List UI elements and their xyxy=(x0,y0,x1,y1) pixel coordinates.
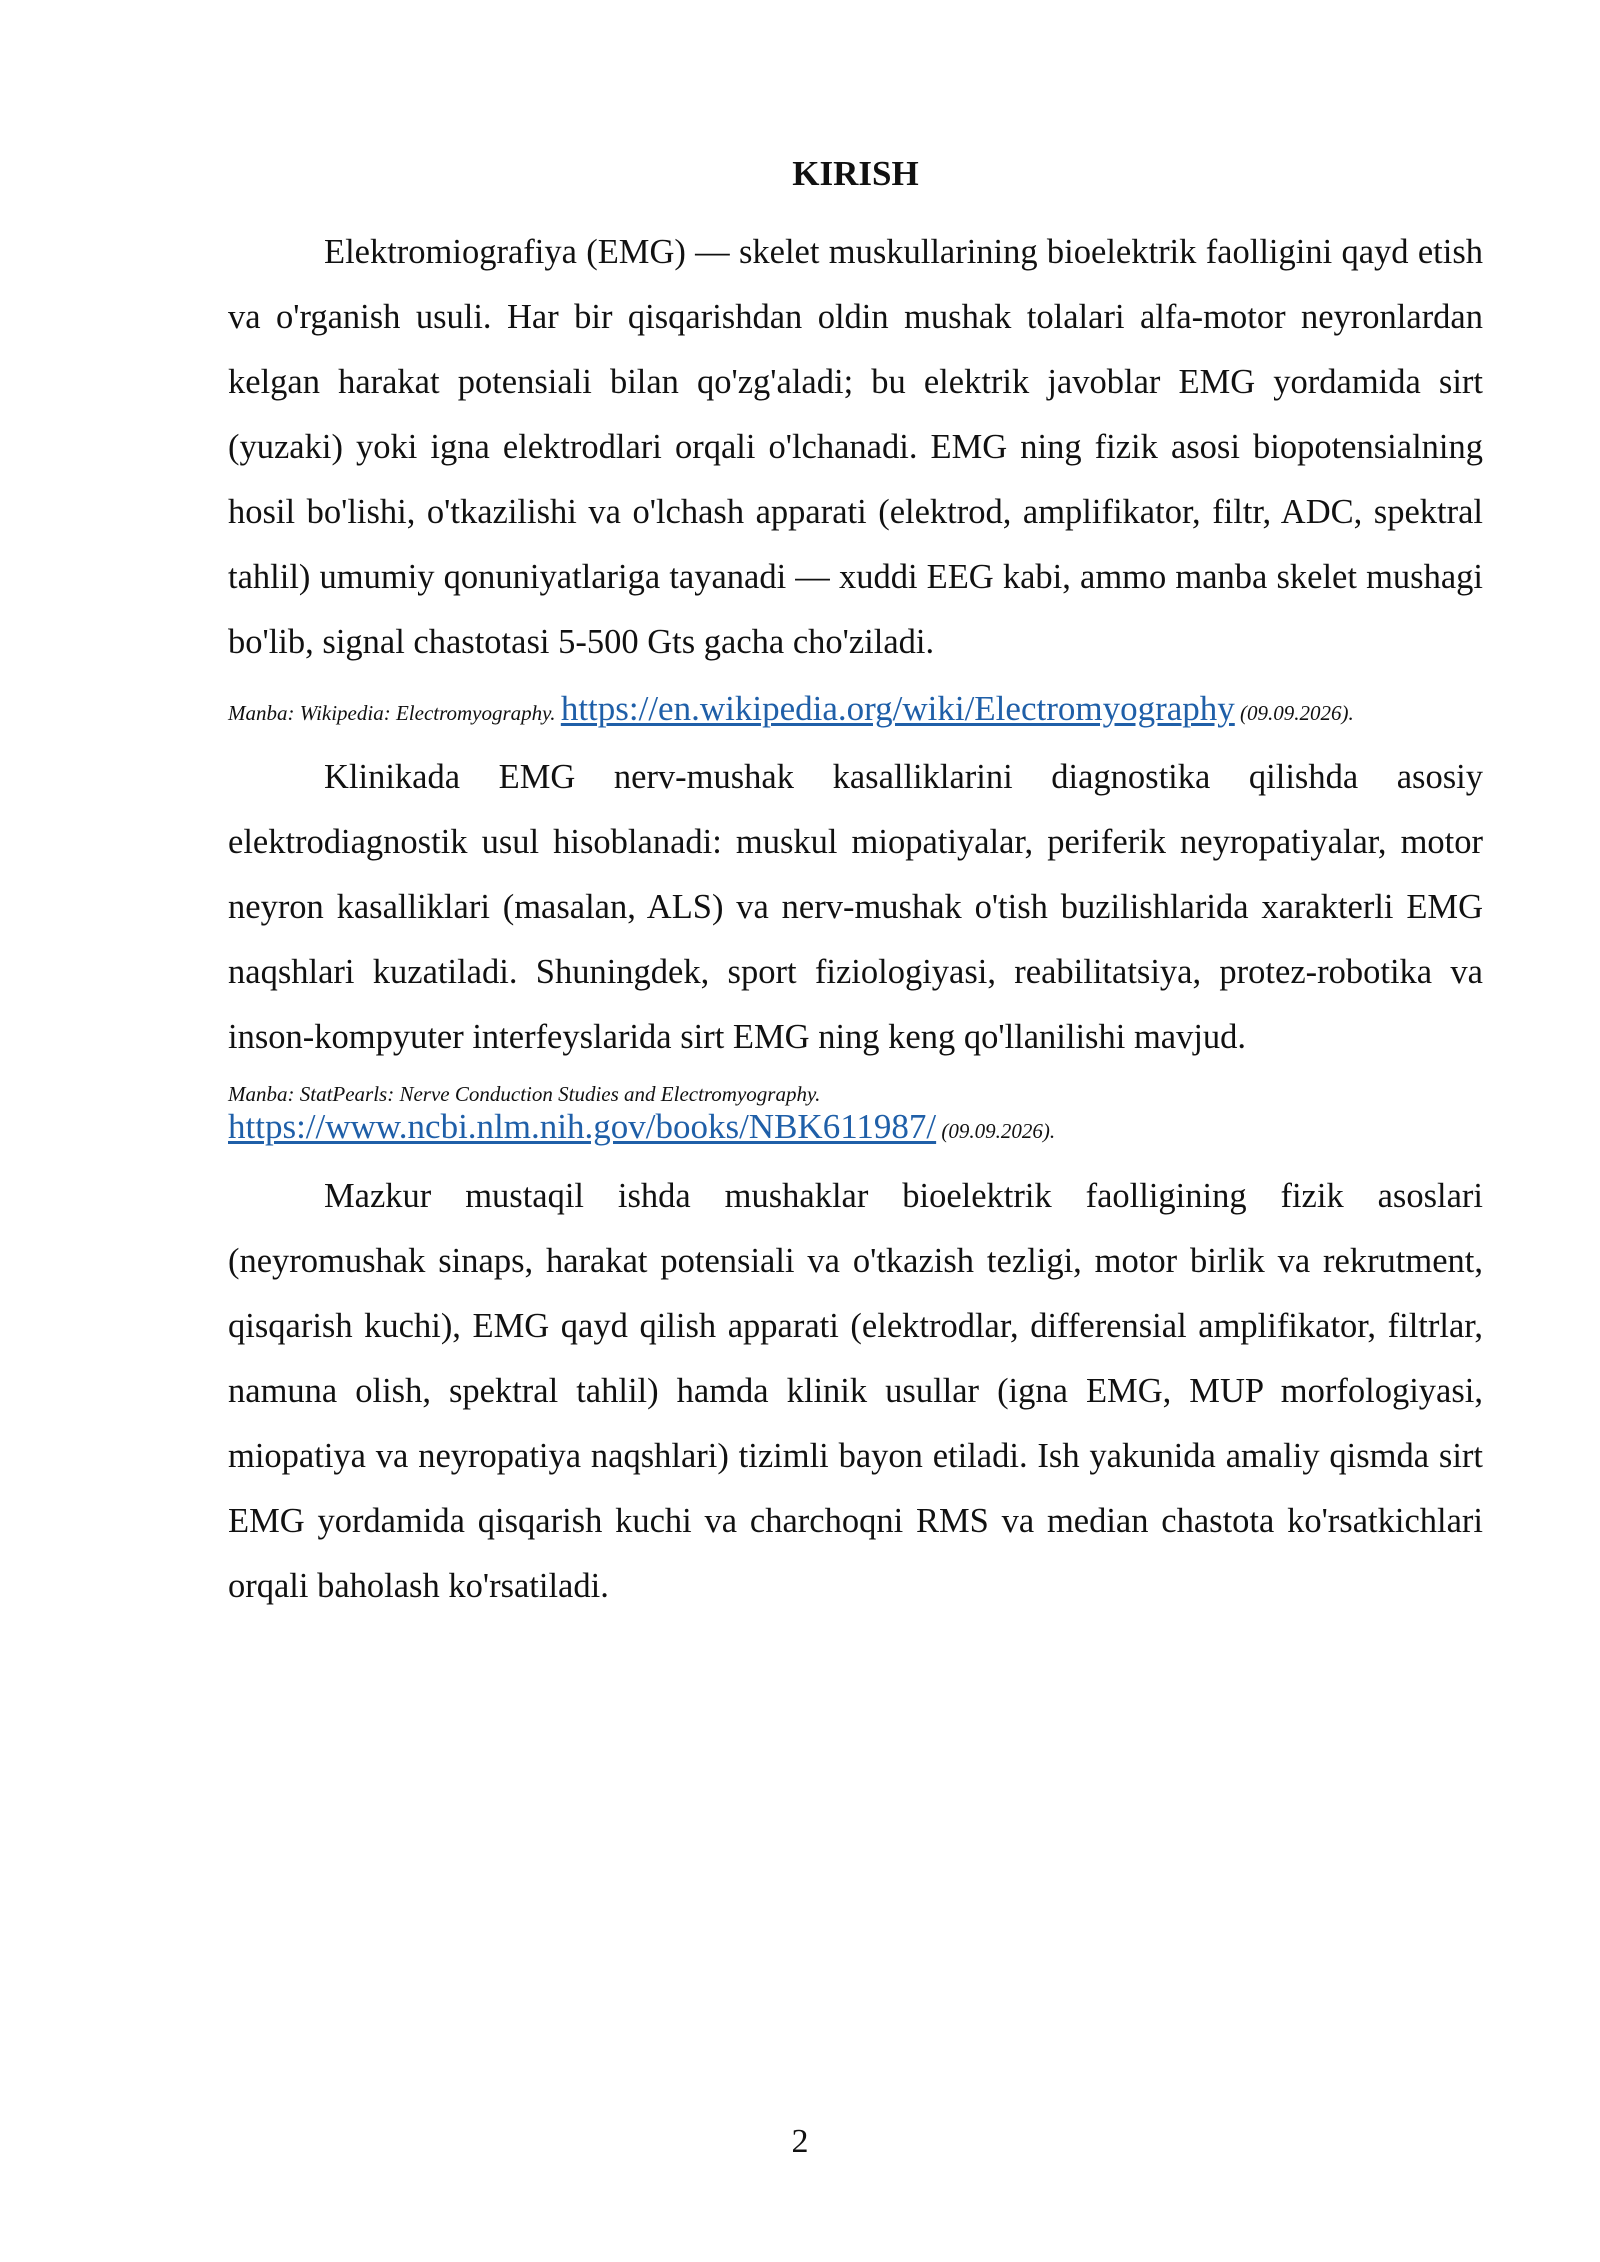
source-citation-2-prefix: Manba: StatPearls: Nerve Conduction Studies and Electromyography. xyxy=(228,1082,821,1106)
source-citation-2-link-line xyxy=(228,1108,1483,1150)
source-citation-1 xyxy=(228,687,1483,735)
intro-paragraph-2: Klinikada EMG nerv-mushak kasalliklarini diagnostika qilishda asosiy elektrodiagnostik usul hisoblanadi: muskul miopatiyalar, periferik neyropatiyalar, motor neyron kasalliklari (masalan, ALS) va nerv-mushak o'tish buzilishlarida xarakterli EMG naqshlari kuzatiladi. Shuningdek, sport fiziologiyasi, reabilitatsiya, protez-robotika va inson-kompyuter interfeyslarida sirt EMG ning keng qo'llanilishi mavjud. xyxy=(228,758,1483,1056)
source-link-wikipedia[interactable]: https://en.wikipedia.org/wiki/Electromyography xyxy=(560,689,1235,728)
intro-paragraph-3: Mazkur mustaqil ishda mushaklar bioelektrik faolligining fizik asoslari (neyromushak sinaps, harakat potensiali va o'tkazish tezligi, motor birlik va rekrutment, qisqarish kuchi), EMG qayd qilish apparati (elektrodlar, differensial amplifikator, filtrlar, namuna olish, spektral tahlil) hamda klinik usullar (igna EMG, MUP morfologiyasi, miopatiya va neyropatiya naqshlari) tizimli bayon etiladi. Ish yakunida amaliy qismda sirt EMG yordamida qisqarish kuchi va charchoqni RMS va median chastota ko'rsatkichlari orqali baholash ko'rsatiladi. xyxy=(228,1177,1483,1605)
intro-paragraph-1: Elektromiografiya (EMG) — skelet muskullarining bioelektrik faolligini qayd etish va o'rganish usuli. Har bir qisqarishdan oldin mushak tolalari alfa-motor neyronlardan kelgan harakat potensiali bilan qo'zg'aladi; bu elektrik javoblar EMG yordamida sirt (yuzaki) yoki igna elektrodlari orqali o'lchanadi. EMG ning fizik asosi biopotensialning hosil bo'lishi, o'tkazilishi va o'lchash apparati (elektrod, amplifikator, filtr, ADC, spektral tahlil) umumiy qonuniyatlariga tayanadi — xuddi EEG kabi, ammo manba skelet mushagi bo'lib, signal chastotasi 5-500 Gts gacha cho'ziladi. xyxy=(228,233,1483,661)
source-citation-2 xyxy=(228,1080,1483,1150)
source-citation-2-date: (09.09.2026). xyxy=(936,1119,1056,1143)
source-citation-1-prefix: Manba: Wikipedia: Electromyography. xyxy=(228,701,561,725)
page-number: 2 xyxy=(791,2123,809,2160)
source-link-ncbi[interactable]: https://www.ncbi.nlm.nih.gov/books/NBK611987/ xyxy=(228,1107,937,1146)
source-citation-1-date: (09.09.2026). xyxy=(1234,701,1354,725)
document-page xyxy=(228,150,1483,1619)
section-heading: KIRISH xyxy=(792,154,919,193)
